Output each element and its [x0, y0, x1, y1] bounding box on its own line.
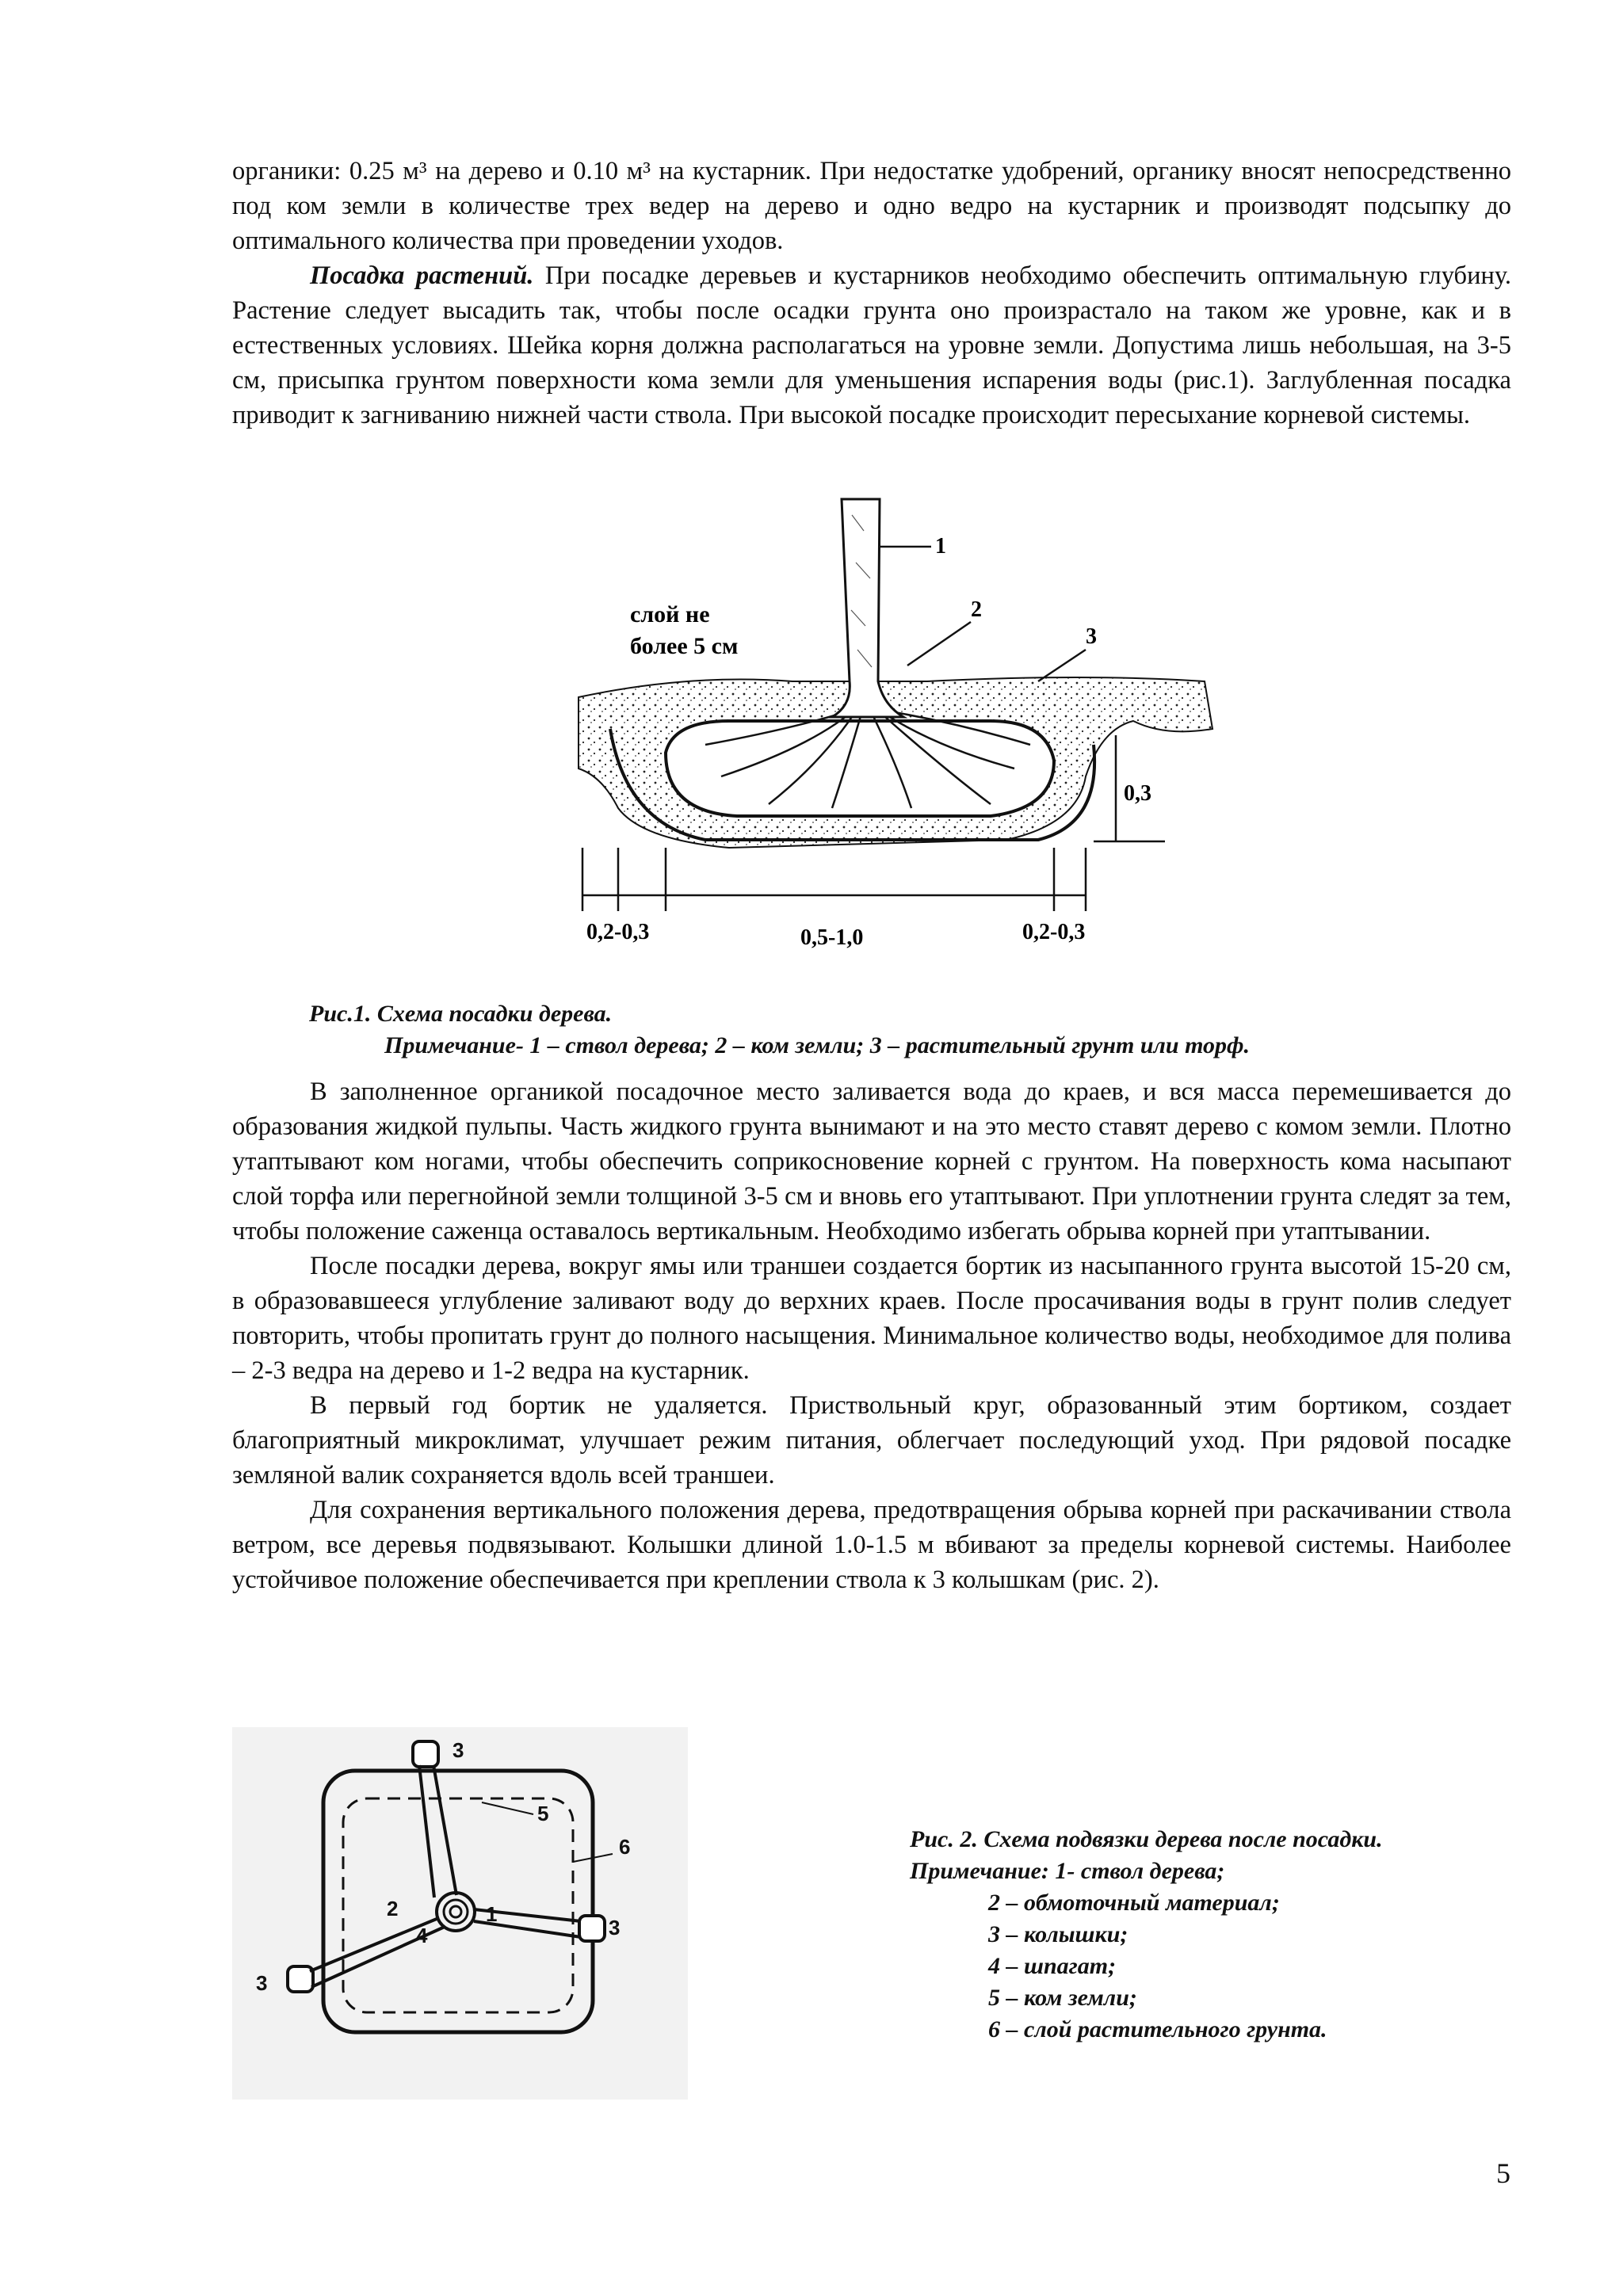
paragraph-rim: После посадки дерева, вокруг ямы или траншеи создается бортик из насыпанного грунта высотой 15-20 см, в образовавшееся углубление заливают воду до верхних краев. После просачивания воды в грунт полив следует повторить, чтобы пропитать грунт до полного насыщения. Минимальное количество воды, необходимое для полива – 2-3 ведра на дерево и 1-2 ведра на кустарник. — [232, 1252, 1511, 1385]
figure-2-caption: Рис. 2. Схема подвязки дерева после посадки. — [910, 1826, 1383, 1852]
figure-2-note-item: 2 – обмоточный материал; — [988, 1890, 1280, 1916]
fig1-depth: 0,3 — [1124, 781, 1151, 806]
fig2-label-2: 2 — [387, 1897, 399, 1920]
paragraph-staking: Для сохранения вертикального положения дерева, предотвращения обрыва корней при раскачивании ствола ветром, все деревья подвязывают. Колышки длиной 1.0-1.5 м вбивают за пределы корневой системы. Наиболее устойчивое положение обеспечивается при креплении ствола к 3 колышкам (рис. 2). — [232, 1496, 1511, 1594]
paragraph-first-year: В первый год бортик не удаляется. Приствольный круг, образованный этим бортиком, создает благоприятный микроклимат, улучшает режим питания, облегчает последующий уход. При рядовой посадке земляной валик сохраняется вдоль всей траншеи. — [232, 1391, 1511, 1489]
fig1-layer-line1: слой не — [630, 601, 710, 627]
page-number: 5 — [1496, 2157, 1510, 2189]
fig2-label-6: 6 — [619, 1835, 631, 1859]
width-dimension-lines — [582, 848, 1086, 911]
fig2-label-1: 1 — [486, 1902, 498, 1926]
figure-1-caption: Рис.1. Схема посадки дерева. — [309, 1001, 613, 1027]
paragraph-organics: органики: 0.25 м³ на дерево и 0.10 м³ на кустарник. При недостатке удобрений, органику вносят непосредственно под ком земли в количестве трех ведер на дерево и одно ведро на кустарник и производят подсыпку до оптимального количества при проведении уходов. — [232, 157, 1511, 255]
paragraph-planting-title: Посадка растений. — [310, 261, 534, 290]
stake-left — [288, 1966, 313, 1992]
paragraph-pulp: В заполненное органикой посадочное место заливается вода до краев, и вся масса перемешивается до образования жидкой пульпы. Часть жидкого грунта вынимают и на это место ставят дерево с комом земли. Плотно утаптывают ком ногами, чтобы обеспечить соприкосновение корней с грунтом. На поверхность кома насыпают слой торфа или перегнойной земли толщиной 3-5 см и вновь его утаптывают. При уплотнении грунта следят за тем, чтобы положение саженца оставалось вертикальным. Необходимо избегать обрыва корней при утаптывании. — [232, 1077, 1511, 1245]
fig1-layer-line2: более 5 см — [630, 633, 739, 659]
leader-2 — [907, 622, 971, 666]
figure-2-note-item: 3 – колышки; — [988, 1921, 1128, 1947]
figure-2-note-head: Примечание: 1- ствол дерева; — [910, 1858, 1225, 1884]
figure-1-planting-scheme — [531, 491, 1260, 998]
paragraph-planting — [232, 258, 1511, 433]
fig2-label-4: 4 — [416, 1924, 428, 1947]
fig2-label-5: 5 — [537, 1802, 549, 1825]
figure-2-tying-scheme — [232, 1727, 688, 2100]
fig1-dim-center: 0,5-1,0 — [800, 925, 864, 950]
figure-2-note-item: 5 – ком земли; — [988, 1985, 1137, 2011]
figure-1-note: Примечание- 1 – ствол дерева; 2 – ком земли; 3 – растительный грунт или торф. — [384, 1032, 1251, 1058]
text-top — [232, 154, 1511, 433]
fig1-dim-left: 0,2-0,3 — [586, 920, 650, 944]
figure-2-note-item: 4 – шпагат; — [988, 1953, 1117, 1979]
stake-right — [579, 1916, 605, 1941]
fig2-label-3-top: 3 — [453, 1738, 464, 1762]
stake-top — [413, 1741, 438, 1767]
fig2-label-3-left: 3 — [256, 1971, 268, 1995]
paragraph-planting-body: При посадке деревьев и кустарников необходимо обеспечить оптимальную глубину. Растение следует высадить так, чтобы после осадки грунта оно произрастало на таком же уровне, как и в естественных условиях. Шейка корня должна располагаться на уровне земли. Допустима лишь небольшая, на 3-5 см, присыпка грунтом поверхности кома земли для уменьшения испарения воды (рис.1). Заглубленная посадка приводит к загниванию нижней части ствола. При высокой посадке происходит пересыхание корневой системы. — [232, 261, 1511, 429]
fig1-label-1: 1 — [935, 534, 946, 559]
figure-2-note-item: 6 – слой растительного грунта. — [988, 2016, 1327, 2042]
fig1-label-2: 2 — [971, 597, 982, 622]
leader-3 — [1038, 650, 1086, 681]
fig1-dim-right: 0,2-0,3 — [1022, 920, 1086, 944]
fig2-label-3-right: 3 — [609, 1916, 621, 1939]
fig1-label-3: 3 — [1086, 624, 1097, 649]
text-middle — [232, 1074, 1511, 1597]
